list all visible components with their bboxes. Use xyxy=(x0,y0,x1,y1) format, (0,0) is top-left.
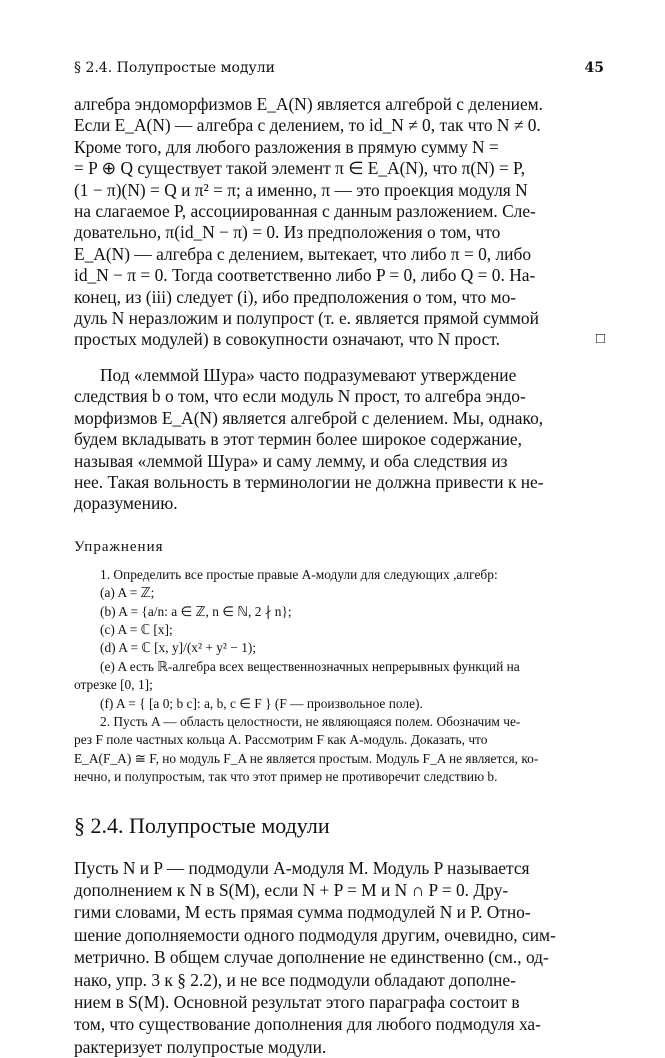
text-line: E_A(N) — алгебра с делением, вытекает, что либо π = 0, либо xyxy=(74,243,532,264)
text-line: шение дополняемости одного подмодуля другим, очевидно, сим- xyxy=(74,924,556,945)
text-line: нее. Такая вольность в терминологии не должна привести к не- xyxy=(74,471,544,492)
text-line xyxy=(74,329,605,350)
text-line: дополнением к N в S(M), если N + P = M и N ∩ P = 0. Дру- xyxy=(74,880,509,900)
qed-symbol: □ xyxy=(595,331,605,348)
text-line: нием в S(M). Основной результат этого параграфа состоит в xyxy=(74,992,520,1013)
running-header-title: § 2.4. Полупростые модули xyxy=(74,60,275,76)
page-number: 45 xyxy=(584,60,604,76)
exercises-list xyxy=(74,566,605,787)
text-line: (1 − π)(N) = Q и π² = π; а именно, π — это проекция модуля N xyxy=(74,179,528,200)
text-line: доразумению. xyxy=(74,493,178,514)
exercise-1: 1. Определить все простые правые A-модули для следующих ,алгебр: xyxy=(100,566,498,582)
running-header xyxy=(74,60,604,82)
text-line: метрично. В общем случае дополнение не единственно (см., од- xyxy=(74,947,549,968)
text-line: рактеризует полупростые модули. xyxy=(74,1036,327,1057)
schur-lemma-paragraph xyxy=(74,365,605,515)
exercise-2-cont: E_A(F_A) ≅ F, но модуль F_A не является простым. Модуль F_A не является, ко- xyxy=(74,750,539,766)
text-line: будем вкладывать в этот термин более широкое содержание, xyxy=(74,429,522,450)
text-line: алгебра эндоморфизмов E_A(N) является алгеброй с делением. xyxy=(74,94,544,114)
proof-paragraph xyxy=(74,94,605,351)
exercise-1a: (a) A = ℤ; xyxy=(100,585,155,601)
text-line: конец, из (iii) следует (i), ибо предположения о том, что мо- xyxy=(74,286,517,307)
text-line: следствия b о том, что если модуль N прост, то алгебра эндо- xyxy=(74,386,526,407)
text-line: = P ⊕ Q существует такой элемент π ∈ E_A(N), что π(N) = P, xyxy=(74,158,526,179)
text-line: морфизмов E_A(N) является алгеброй с делением. Мы, однако, xyxy=(74,407,544,428)
exercise-1e-cont: отрезке [0, 1]; xyxy=(74,677,153,693)
exercise-1f: (f) A = { [a 0; b c]: a, b, c ∈ F } (F — произвольное поле). xyxy=(100,695,423,711)
section-title: § 2.4. Полупростые модули xyxy=(74,812,330,838)
text-line: id_N − π = 0. Тогда соответственно либо P = 0, либо Q = 0. На- xyxy=(74,265,536,286)
text-line: довательно, π(id_N − π) = 0. Из предположения о том, что xyxy=(74,222,501,243)
exercises-heading: Упражнения xyxy=(74,538,164,555)
section-paragraph xyxy=(74,857,605,1058)
text-line: дуль N неразложим и полупрост (т. е. является прямой суммой xyxy=(74,308,539,329)
text-line: гими словами, M есть прямая сумма подмодулей N и P. Отно- xyxy=(74,902,531,923)
exercise-1b: (b) A = {a/n: a ∈ ℤ, n ∈ ℕ, 2 ∤ n}; xyxy=(100,603,292,619)
text-line xyxy=(74,365,605,386)
text-line: называя «леммой Шура» и саму лемму, и оба следствия из xyxy=(74,450,508,471)
exercise-2: 2. Пусть A — область целостности, не являющаяся полем. Обозначим че- xyxy=(100,713,521,729)
text-line: том, что существование дополнения для любого подмодуля ха- xyxy=(74,1014,541,1035)
exercise-1e: (e) A есть ℝ-алгебра всех вещественнозначных непрерывных функций на xyxy=(100,658,520,674)
text-line: Если E_A(N) — алгебра с делением, то id_N ≠ 0, так что N ≠ 0. xyxy=(74,115,541,136)
text-line-content: Под «леммой Шура» часто подразумевают утверждение xyxy=(100,364,517,385)
exercise-2-cont: нечно, и полупростым, так что этот пример не противоречит следствию b. xyxy=(74,769,498,785)
exercise-1d: (d) A = ℂ [x, y]/(x² + y² − 1); xyxy=(100,640,257,656)
exercise-1c: (c) A = ℂ [x]; xyxy=(100,621,173,637)
text-line: Пусть N и P — подмодули A-модуля M. Модуль P называется xyxy=(74,857,530,878)
text-line: нако, упр. 3 к § 2.2), и не все подмодули обладают дополне- xyxy=(74,969,516,990)
text-line: на слагаемое P, ассоциированная с данным разложением. Сле- xyxy=(74,201,536,222)
text-line-content: простых модулей) в совокупности означают, что N прост. xyxy=(74,329,501,350)
exercise-2-cont: рез F поле частных кольца A. Рассмотрим F как A-модуль. Доказать, что xyxy=(74,732,488,748)
text-line: Кроме того, для любого разложения в прямую сумму N = xyxy=(74,136,499,157)
page-body xyxy=(74,94,605,1058)
